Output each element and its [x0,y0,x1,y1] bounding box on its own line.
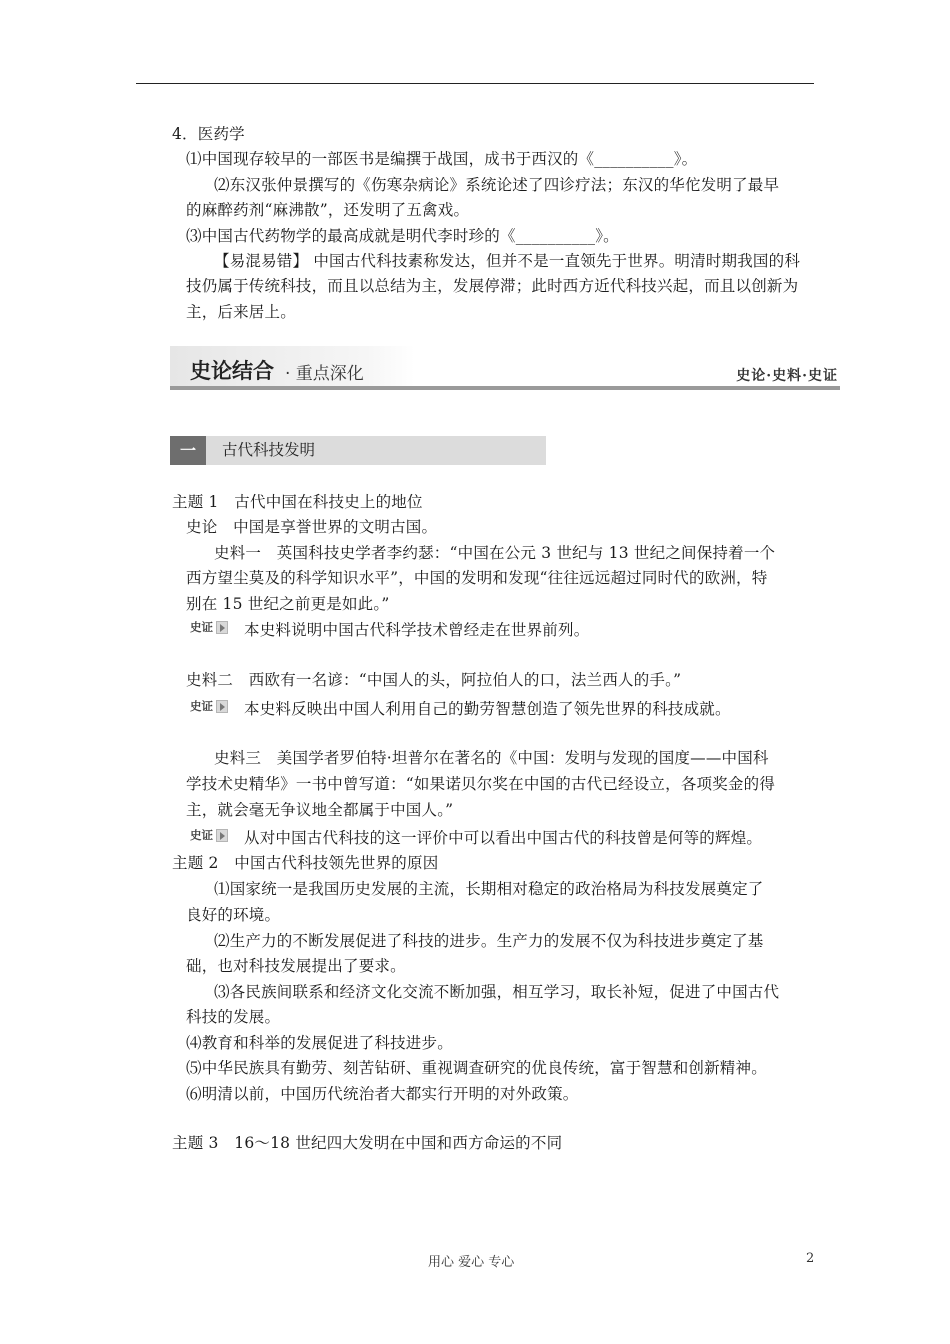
medicine-item-2: ⑵东汉张仲景撰写的《伤寒杂病论》系统论述了四诊疗法；东汉的华佗发明了最早 [214,176,780,194]
page-number: 2 [806,1251,815,1266]
reason-2: ⑵生产力的不断发展促进了科技的进步。生产力的发展不仅为科技进步奠定了基 [214,932,764,950]
material-3-end: 主，就会毫无争议地全都属于中国人。” [186,801,454,819]
evidence-tag [190,698,228,714]
arrow-right-icon [216,700,228,713]
material-3-cont: 学技术史精华》一书中曾写道：“如果诺贝尔奖在中国的古代已经设立，各项奖金的得 [186,775,776,793]
banner-subtitle: · 重点深化 [285,364,364,384]
material-1-end: 别在 15 世纪之前更是如此。” [186,595,390,613]
footer-motto: 用心 爱心 专心 [428,1255,515,1270]
banner-rule [170,386,840,390]
reason-1: ⑴国家统一是我国历史发展的主流，长期相对稳定的政治格局为科技发展奠定了 [214,880,764,898]
reason-2-cont: 础，也对科技发展提出了要求。 [186,957,406,975]
material-2: 史料二 西欧有一名谚：“中国人的头，阿拉伯人的口，法兰西人的手。” [186,671,682,689]
topic-1-thesis: 史论 中国是享誉世界的文明古国。 [186,518,438,536]
arrow-right-icon [216,621,228,634]
section-number: 一 [170,436,206,465]
easy-confuse-note-end: 主，后来居上。 [186,303,296,321]
reason-3-cont: 科技的发展。 [186,1008,281,1026]
evidence-tag-label: 史证 [190,699,213,713]
header-rule [136,83,814,84]
reason-1-cont: 良好的环境。 [186,906,281,924]
evidence-tag [190,827,228,843]
medicine-item-3: ⑶中国古代药物学的最高成就是明代李时珍的《__________》。 [186,227,619,245]
banner-title: 史论结合 [190,359,274,383]
section-banner [170,346,840,392]
material-3: 史料三 美国学者罗伯特·坦普尔在著名的《中国：发明与发现的国度——中国科 [214,749,769,767]
medicine-item-2-cont: 的麻醉药剂“麻沸散”，还发明了五禽戏。 [186,201,470,219]
reason-3: ⑶各民族间联系和经济文化交流不断加强，相互学习，取长补短，促进了中国古代 [214,983,780,1001]
topic-2-title: 主题 2 中国古代科技领先世界的原因 [172,854,439,872]
evidence-2: 本史料反映出中国人利用自己的勤劳智慧创造了领先世界的科技成就。 [244,700,731,718]
arrow-right-icon [216,829,228,842]
section-title: 古代科技发明 [222,441,316,459]
reason-4: ⑷教育和科举的发展促进了科技进步。 [186,1034,453,1052]
medicine-heading: 4．医药学 [172,125,245,143]
evidence-1: 本史料说明中国古代科学技术曾经走在世界前列。 [244,621,590,639]
topic-3-title: 主题 3 16～18 世纪四大发明在中国和西方命运的不同 [172,1134,563,1152]
topic-1-title: 主题 1 古代中国在科技史上的地位 [172,493,423,511]
easy-confuse-note: 【易混易错】 中国古代科技素称发达，但并不是一直领先于世界。明清时期我国的科 [214,252,801,270]
material-1: 史料一 英国科技史学者李约瑟：“中国在公元 3 世纪与 13 世纪之间保持着一个 [214,544,776,562]
easy-confuse-note-cont: 技仍属于传统科技，而且以总结为主，发展停滞；此时西方近代科技兴起，而且以创新为 [186,277,799,295]
material-1-cont: 西方望尘莫及的科学知识水平”，中国的发明和发现“往往远远超过同时代的欧洲，特 [186,569,768,587]
reason-5: ⑸中华民族具有勤劳、刻苦钻研、重视调查研究的优良传统，富于智慧和创新精神。 [186,1059,767,1077]
banner-right-label: 史论·史料·史证 [736,368,838,384]
reason-6: ⑹明清以前，中国历代统治者大都实行开明的对外政策。 [186,1085,579,1103]
evidence-3: 从对中国古代科技的这一评价中可以看出中国古代的科技曾是何等的辉煌。 [244,829,763,847]
evidence-tag [190,619,228,635]
evidence-tag-label: 史证 [190,620,213,634]
section-heading-bar [170,436,546,465]
evidence-tag-label: 史证 [190,828,213,842]
medicine-item-1: ⑴中国现存较早的一部医书是编撰于战国，成书于西汉的《__________》。 [186,150,698,168]
